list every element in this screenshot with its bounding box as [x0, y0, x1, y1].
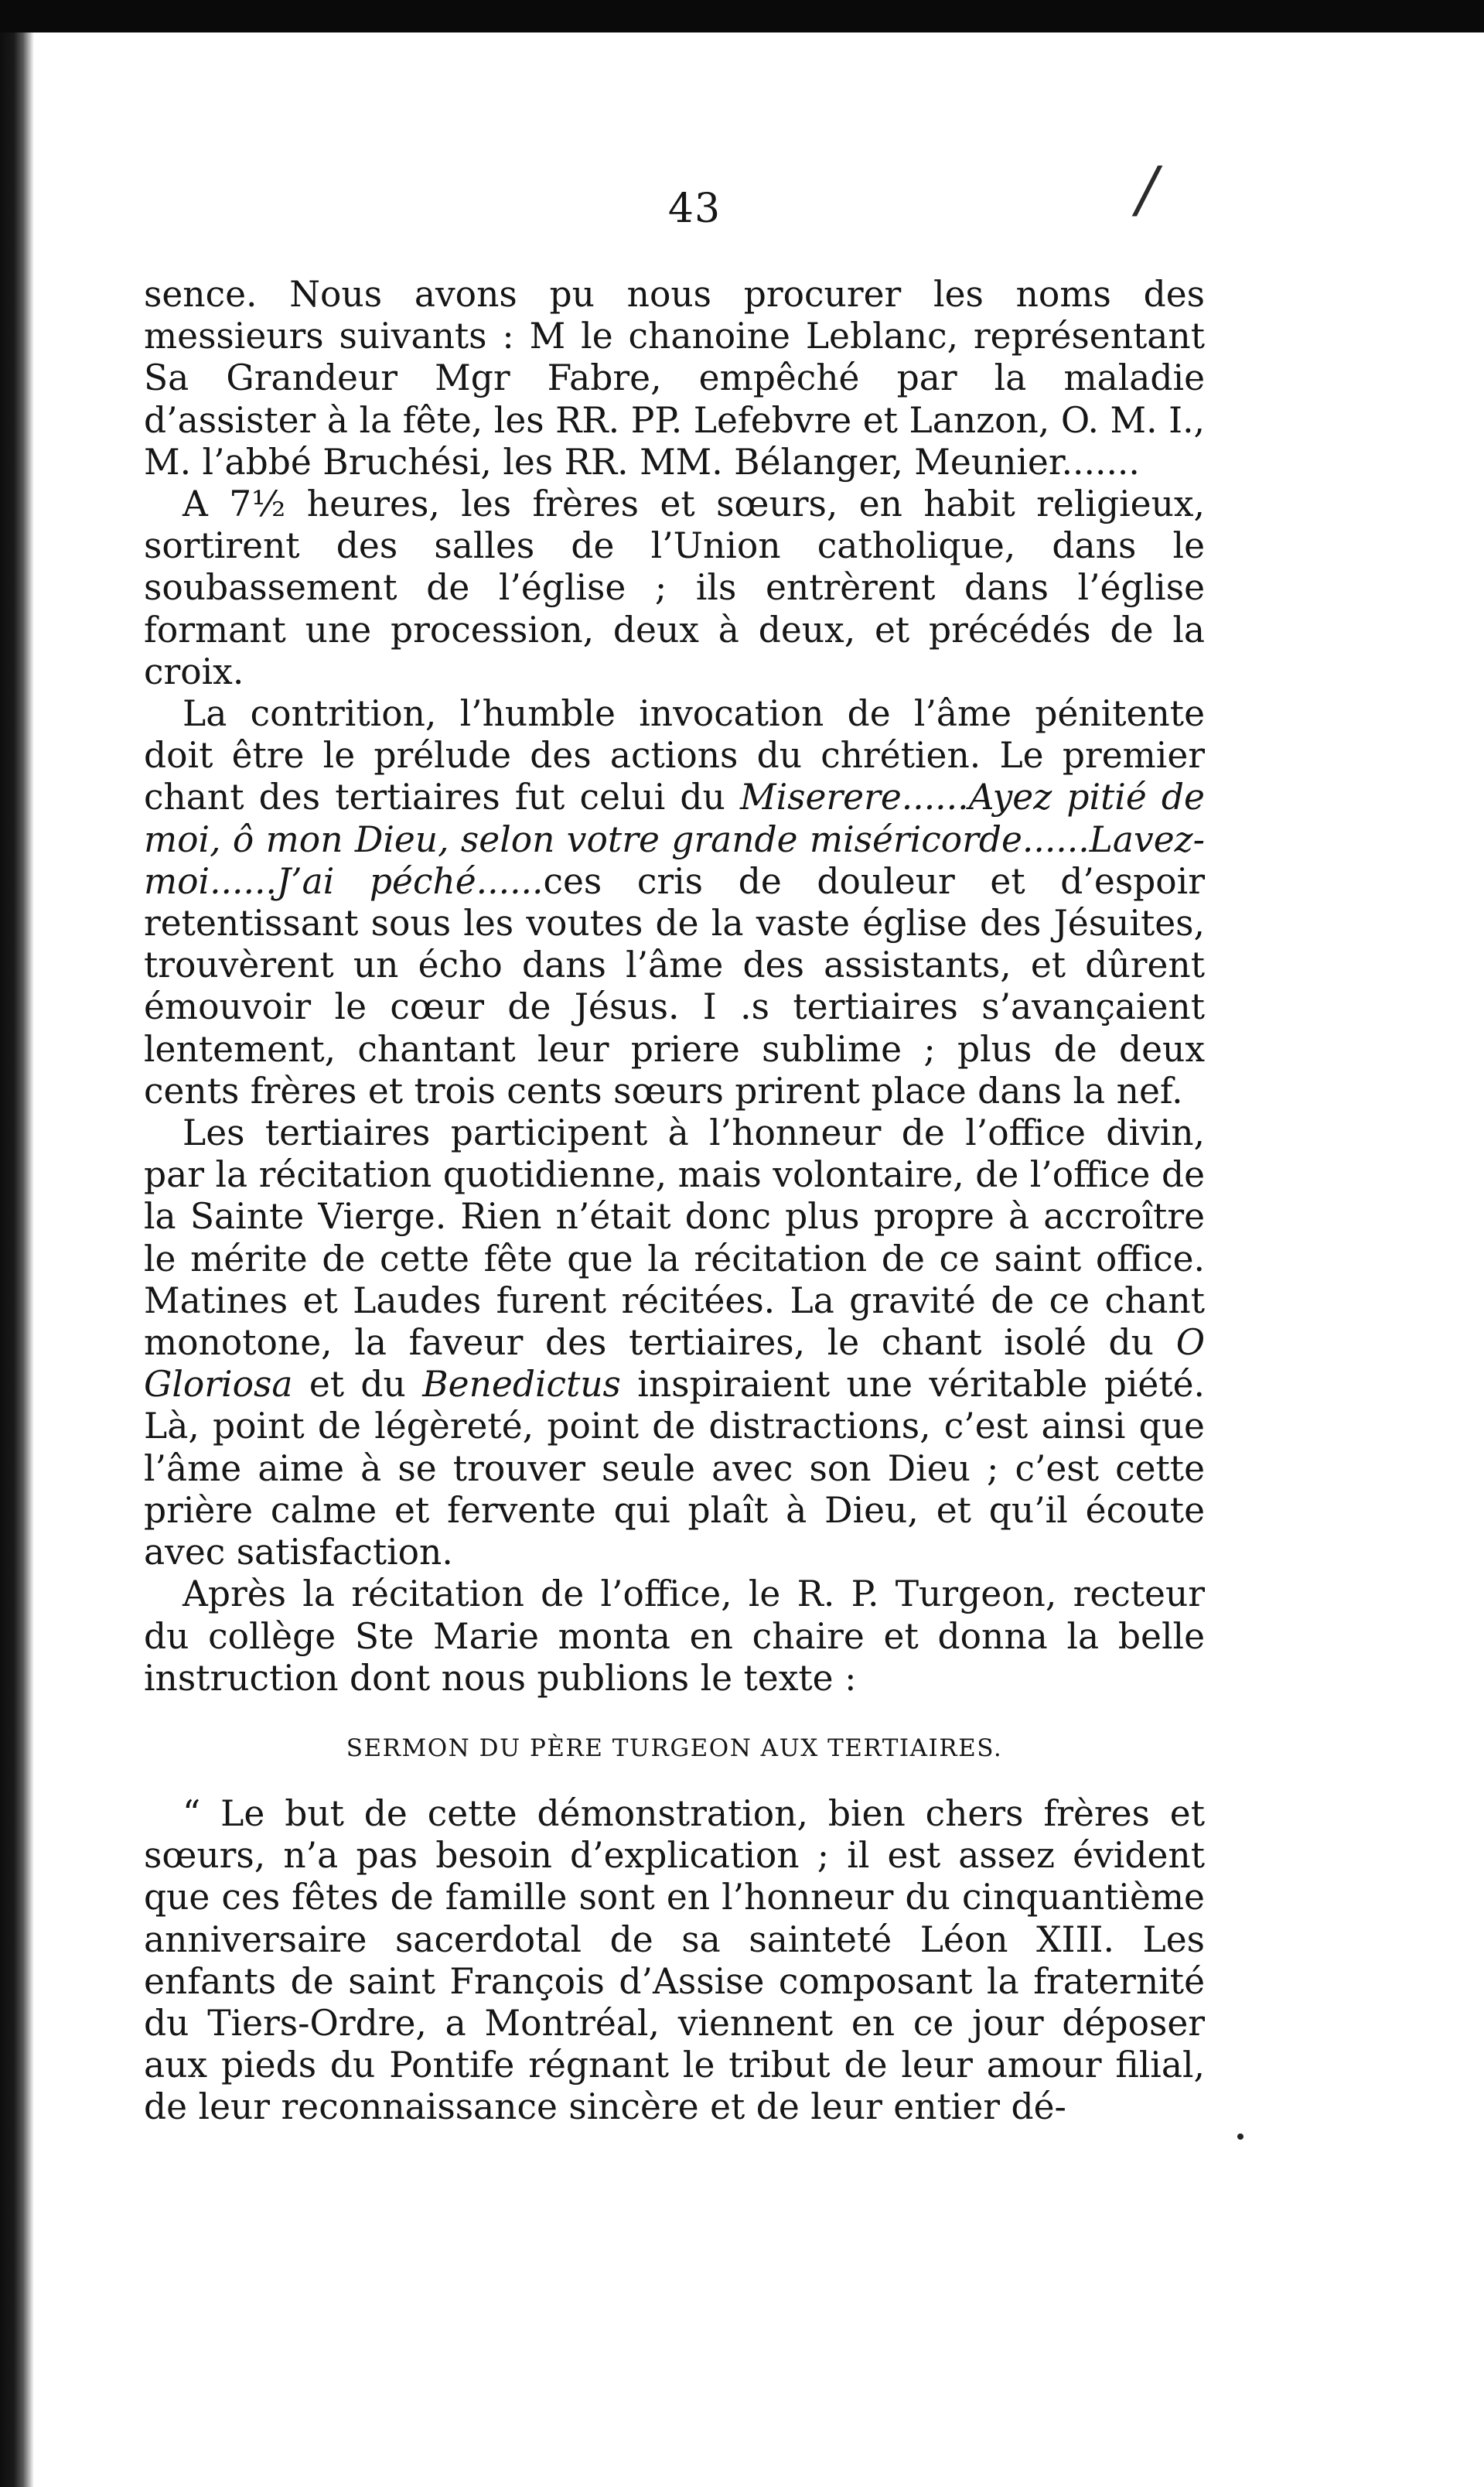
paragraph-procession: A 7½ heures, les frères et sœurs, en habit religieux, sortirent des salles de l’Union catholique, dans le soubassement de l’église ; ils entrèrent dans l’église formant une procession, deux à deux, et précédés de la croix.	[144, 483, 1205, 692]
miserere-intro: La contrition, l’humble invocation de l’âme pénitente doit être le prélude des actions du chrétien. Le premier chant des tertiaires fut celui du	[144, 693, 1205, 818]
paragraph-sermon: “ Le but de cette démonstration, bien chers frères et sœurs, n’a pas besoin d’explication ; il est assez évident que ces fêtes de famille sont en l’honneur du cinquantième anniversaire sacerdotal de sa sainteté Léon XIII. Les enfants de saint François d’Assise composant la fraternité du Tiers-Ordre, a Montréal, viennent en ce jour déposer aux pieds du Pontife régnant le tribut de leur amour filial, de leur reconnaissance sincère et de leur entier dé-	[144, 1792, 1205, 2128]
miserere-quote: Miserere......Ayez pitié de moi, ô mon Dieu, selon votre grande miséricorde......Lavez-moi......J’ai péché......	[144, 777, 1205, 902]
ink-speck	[1237, 2133, 1243, 2140]
paragraph-office	[144, 1112, 1205, 1573]
sermon-heading: SERMON DU PÈRE TURGEON AUX TERTIAIRES.	[346, 1734, 1003, 1762]
page-number: 43	[667, 186, 722, 232]
pencil-mark: /	[1137, 153, 1158, 225]
scan-binding-shadow	[0, 32, 34, 2487]
office-text-b: et du	[292, 1364, 423, 1406]
paragraph-instruction: Après la récitation de l’office, le R. P. Turgeon, recteur du collège Ste Marie monta en chaire et donna la belle instruction dont nous publions le texte :	[144, 1573, 1205, 1699]
paragraph-miserere	[144, 693, 1205, 1112]
office-benedictus: Benedictus	[422, 1364, 621, 1406]
office-text-a: Les tertiaires participent à l’honneur de l’office divin, par la récitation quotidienne, mais volontaire, de l’office de la Sainte Vierge. Rien n’était donc plus propre à accroître le mérite de cette fête que la récitation de ce saint office. Matines et Laudes furent récitées. La gravité de ce chant monotone, la faveur des tertiaires, le chant isolé du	[144, 1112, 1205, 1364]
office-text-c: inspiraient une véritable piété. Là, point de légèreté, point de distractions, c’est ainsi que l’âme aime à se trouver seule avec son Dieu ; c’est cette prière calme et fervente qui plaît à Dieu, et qu’il écoute avec satisfaction.	[144, 1364, 1205, 1573]
miserere-rest: ces cris de douleur et d’espoir retentissant sous les voutes de la vaste église des Jésuites, trouvèrent un écho dans l’âme des assistants, et dûrent émouvoir le cœur de Jésus. I .s tertiaires s’avançaient lentement, chantant leur priere sublime ; plus de deux cents frères et trois cents sœurs prirent place dans la nef.	[144, 860, 1205, 1112]
paragraph-attendees: sence. Nous avons pu nous procurer les noms des messieurs suivants : M le chanoine Leblanc, représentant Sa Grandeur Mgr Fabre, empêché par la maladie d’assister à la fête, les RR. PP. Lefebvre et Lanzon, O. M. I., M. l’abbé Bruchési, les RR. MM. Bélanger, Meunier.......	[144, 274, 1205, 483]
scan-top-border	[0, 0, 1484, 32]
text-column	[144, 274, 1205, 2129]
office-gloriosa: O Gloriosa	[144, 1322, 1205, 1406]
